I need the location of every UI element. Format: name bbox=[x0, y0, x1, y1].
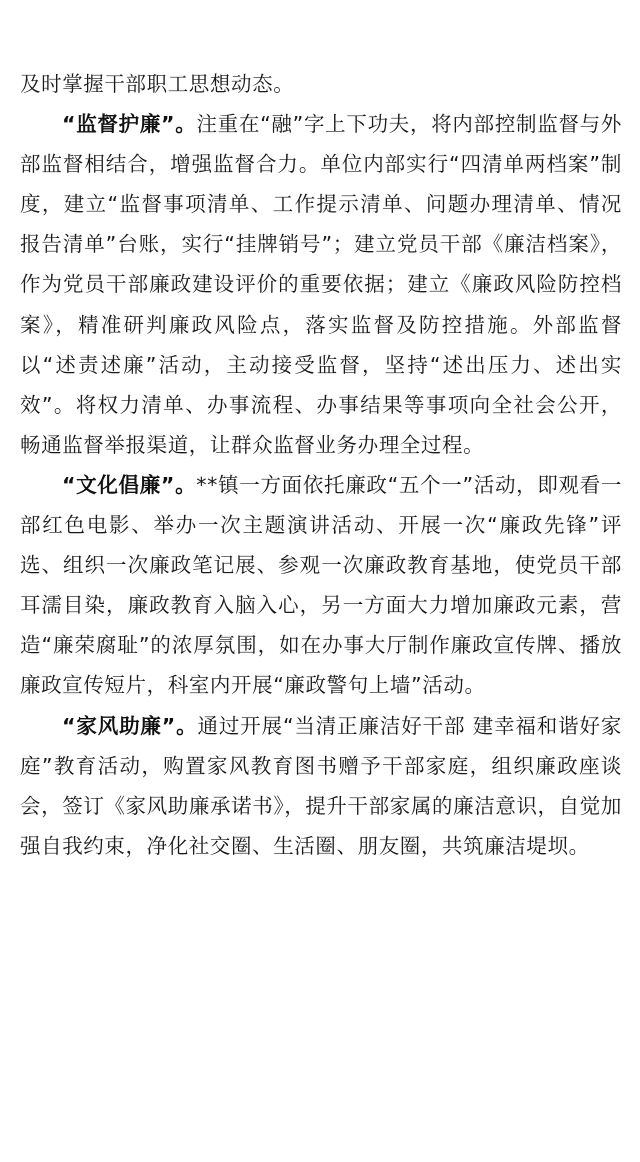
paragraph-continuation bbox=[20, 64, 622, 104]
paragraph-text: 通过开展“当清正廉洁好干部 建幸福和谐好家庭”教育活动，购置家风教育图书赠予干部家庭，组织廉政座谈会，签订《家风助廉承诺书》，提升干部家属的廉洁意识，自觉加强自我约束，净化社交圈、生活圈、朋友圈，共筑廉洁堤坝。 bbox=[20, 713, 622, 858]
paragraph-text: 及时掌握干部职工思想动态。 bbox=[20, 72, 295, 96]
paragraph-family bbox=[20, 706, 622, 866]
paragraph-supervision bbox=[20, 104, 622, 465]
paragraph-heading: “监督护廉”。 bbox=[62, 112, 197, 137]
paragraph-text: **镇一方面依托廉政“五个一”活动，即观看一部红色电影、举办一次主题演讲活动、开展一次“廉政先锋”评选、组织一次廉政笔记展、参观一次廉政教育基地，使党员干部耳濡目染，廉政教育入脑入心，另一方面大力增加廉政元素，营造“廉荣腐耻”的浓厚氛围，如在办事大厅制作廉政宣传牌、播放廉政宣传短片，科室内开展“廉政警句上墙”活动。 bbox=[20, 472, 622, 698]
paragraph-heading: “家风助廉”。 bbox=[62, 713, 198, 738]
article-body bbox=[20, 64, 622, 866]
paragraph-text: 注重在“融”字上下功夫，将内部控制监督与外部监督相结合，增强监督合力。单位内部实行“四清单两档案”制度，建立“监督事项清单、工作提示清单、问题办理清单、情况报告清单”台账，实行“挂牌销号”；建立党员干部《廉洁档案》，作为党员干部廉政建设评价的重要依据；建立《廉政风险防控档案》，精准研判廉政风险点，落实监督及防控措施。外部监督以“述责述廉”活动，主动接受监督，坚持“述出压力、述出实效”。将权力清单、办事流程、办事结果等事项向全社会公开，畅通监督举报渠道，让群众监督业务办理全过程。 bbox=[20, 112, 622, 457]
paragraph-culture bbox=[20, 465, 622, 706]
paragraph-heading: “文化倡廉”。 bbox=[62, 472, 197, 497]
